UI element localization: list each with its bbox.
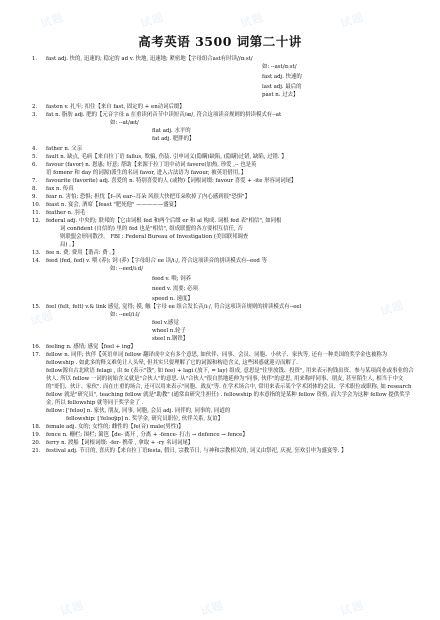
entry-text-continued: 词 confident (自信的) 里的 fed 也是"相信", 组成联盟的各方要相互信任, 否 [60, 226, 243, 232]
entry-number: 10. [32, 202, 41, 208]
watermark: 试题 [338, 598, 366, 619]
example-line: 如: --at/æt/ [110, 120, 139, 126]
entry-fee [32, 249, 416, 257]
entry-fault [32, 153, 416, 161]
example-line: steel n.钢铁】 [152, 336, 189, 342]
entry-female [32, 423, 416, 431]
entry-feel [32, 303, 416, 311]
example-line: past n. 过去】 [262, 92, 299, 98]
page-title: 高考英语 3500 词第二十讲 [138, 34, 302, 49]
entry-number: 6. [32, 162, 38, 168]
entry-text: fellow n. 同伴; 伙伴【英语单词 fellow 翻译成中文有多个意思, 如伙伴、同事、会员、同胞、小伙子、家伙等, 还有一种美国的奖学金也被称为 fellowship . 如此多的释义难免让人头晕, 但其实只要理解了它的词源和构造含义, 这些困惑就迎刃而解了. [46, 352, 388, 366]
entry-number: 1. [32, 56, 38, 62]
entry-number: 7. [32, 178, 38, 184]
entry-text: fee n. 费, 费用【谐音: 费 。】 [46, 250, 118, 256]
entry-number: 11. [32, 210, 41, 216]
entry-text-continued: fellow源自古北欧语 felagi , 由 fe (表示"钱", 如 fee) + lagi (放下, = lay) 组成, 意思是"往里放钱、投资", 用来表示拘钱出资、参与某项商业或事业的合伙人. 所以 fellow 一词的初始含义就是"合伙人"的意思. 从"合伙人"很自然地延伸为"同事, 伙伴"的意思, 用来称呼同事、朋友, 甚至陌生人, 相当于中文的"哥们、伙计、家伙". 而在庄重的场合, 还可以用来表示"同胞、战友"等. 在学术场合中, 常用来表示某个学术团体的会员、学术职位或职称, 如 research fellow 就是"研究员", teaching fellow 就是"助教" (通常由研究生担任) . fellowship 的本意指的是某种 fellow 资格, 而大学会为这种 fellow 提供奖学金, 所以 fellowship 就等同于奖学金了 . [46, 368, 414, 406]
entry-fellow [32, 351, 416, 423]
entry-text: ferry n. 渡船【词根词缀: -fer- 携带 , 拿取 + -ry 名词词尾】 [46, 440, 194, 446]
entry-number: 3. [32, 112, 38, 118]
entry-text: favourite (favorite) adj. 喜爱的 n. 特别喜爱的人 (或物)【词根词缀: favour 喜爱 + -ite 形容词词尾】 [46, 178, 297, 184]
example-line: 如: --ast/ɑːst/ [262, 64, 297, 70]
example-line: wheel n.轮子 [152, 328, 186, 334]
watermark: 试题 [238, 10, 266, 31]
entry-number: 17. [32, 352, 41, 358]
entry-text-continued: fellow: ['feləʊ] n. 家伙, 朋友, 同事, 同胞, 会员 adj. 同伴的, 同事的, 同道的 [46, 408, 231, 414]
entry-text-continued: 语 fomenr 和 day 的词源)派生的名词 favor, 进入古法语为 favour, 被英语借用。】 [46, 170, 247, 176]
entry-text-continued: 则联盟会形同散沙。 FBI : Federal Bureau of Investigation (美国联邦调查 [60, 234, 249, 240]
example-line: need v. 需要; 必须 [152, 286, 198, 292]
entry-text: feast n. 宴会, 酒席【feast "肥死他" —————盛宴】 [46, 202, 180, 208]
entry-text: fault n. 缺点, 毛病【来自拉丁语 fallus, 欺骗, 伤装. 引申词义(隐瞒)缺陷, (隐瞒)过错, 缺陷, 过错. 】 [46, 154, 287, 160]
entry-feather [32, 209, 416, 217]
entry-ferry [32, 439, 416, 447]
entry-number: 4. [32, 146, 38, 152]
watermark: 试题 [378, 298, 406, 319]
example-line: feel v.感觉 [152, 320, 179, 326]
entry-text: fast adj. 快的, 迅速的; 稳定的 ad v. 快地, 迅速地; 紧密地【字母组合ast有时读//ɑːst/ [46, 56, 253, 62]
entry-favour [32, 161, 416, 177]
entry-text: feeling n. 感情; 感觉【feel + ing】 [46, 344, 136, 350]
example-line: fast adj. 快速的 [262, 74, 302, 80]
example-line: 如: --eed/iːd/ [110, 266, 144, 272]
entry-federal [32, 217, 416, 249]
entry-text: feather n. 羽毛 [46, 210, 86, 216]
entry-festival [32, 447, 416, 455]
entry-text-continued: fellowship: ['feləʊʃɪp] n. 奖学金, 研究员职位, 伙伴关系, 友谊】 [66, 416, 223, 422]
entry-number: 2. [32, 104, 38, 110]
entry-text: fear n. 害怕; 恐惧; 担忧【f--风 ear--耳朵 风很大快把耳朵吹掉了内心感到很"恐惧"】 [46, 194, 251, 200]
entry-text-continued: 局) 。】 [60, 242, 78, 248]
entry-fax [32, 185, 416, 193]
example-line: fat adj. 肥胖的】 [152, 136, 195, 142]
entry-number: 14. [32, 258, 41, 264]
entry-number: 21. [32, 448, 41, 454]
entry-text: feed (fed, fed) v. 喂 (养); 饲 (养)【字母组合 ee 读/iː/, 符合这项读音的拼读模式有--eed 等 [46, 258, 267, 264]
entry-text: federal adj. 中央的; 联邦的【它由词根 fed 和两个后缀 er 和 al 构成. 词根 fed 表"相信", 如同根 [46, 218, 282, 224]
entry-fat [32, 111, 416, 119]
entry-fasten [32, 103, 416, 111]
entry-fence [32, 431, 416, 439]
entry-number: 20. [32, 440, 41, 446]
entry-number: 5. [32, 154, 38, 160]
watermark: 试题 [138, 10, 166, 31]
entry-fast [32, 55, 416, 63]
entry-number: 16. [32, 344, 41, 350]
entry-feed [32, 257, 416, 265]
entry-text: father n. 父亲 [46, 146, 83, 152]
watermark: 试题 [198, 598, 226, 619]
entry-number: 18. [32, 424, 41, 430]
entry-favourite [32, 177, 416, 185]
example-line: speed n. 速度】 [152, 296, 193, 302]
watermark: 试题 [58, 598, 86, 619]
example-line: last adj. 最后的 [262, 84, 302, 90]
entry-text: fax n. 传真 [46, 186, 74, 192]
example-line: flat adj. 水平的 [152, 128, 191, 134]
entry-number: 9. [32, 194, 38, 200]
example-line: feed v. 喂; 饲养 [152, 276, 192, 282]
entry-text: feel (felt, felt) v.& link 感觉, 觉得; 摸, 触【字母 ee 组合发长音/iː/, 符合这项读音规则的拼读模式有--eel [46, 304, 302, 310]
vocabulary-list [0, 55, 440, 455]
entry-number: 8. [32, 186, 38, 192]
entry-number: 15. [32, 304, 41, 310]
entry-father [32, 145, 416, 153]
entry-number: 13. [32, 250, 41, 256]
entry-text: favour (favor) n. 恩惠; 好意; 帮助【来源于拉丁语中动词 favere(加热, 珍爱 ,-- 也是英 [46, 162, 257, 168]
entry-fear [32, 193, 416, 201]
entry-text: female adj. 女的; 女性的; 雌性的【fe(音) male(男性)】 [46, 424, 184, 430]
example-line: 如: --eel/iːl/ [110, 312, 140, 318]
entry-text: festival adj. 节日的, 喜庆的【来自拉丁语festa, 假日, 宗教节日, 与神和宗教相关的, 词义由祭祀, 庆祝, 狂欢引申为盛宴等. 】 [46, 448, 347, 454]
entry-number: 19. [32, 432, 41, 438]
entry-number: 12. [32, 218, 41, 224]
entry-feeling [32, 343, 416, 351]
watermark: 试题 [28, 308, 56, 329]
entry-text: fence n. 栅栏; 围栏; 篱笆【de- 离开 , 分离 + -fence- 打击 → defence → fence】 [46, 432, 248, 438]
watermark: 试题 [338, 10, 366, 31]
entry-text: fat n. 脂肪 adj. 肥的【元音字母 a 在重读闭音节中读短音/æ/, 符合这项读音规则的拼读模式有--at [46, 112, 282, 118]
entry-text: fasten v. 扎牢; 扣住【来自 fast, 固定的 + en动词后缀】 [46, 104, 185, 110]
watermark: 试题 [38, 10, 66, 31]
entry-feast [32, 201, 416, 209]
